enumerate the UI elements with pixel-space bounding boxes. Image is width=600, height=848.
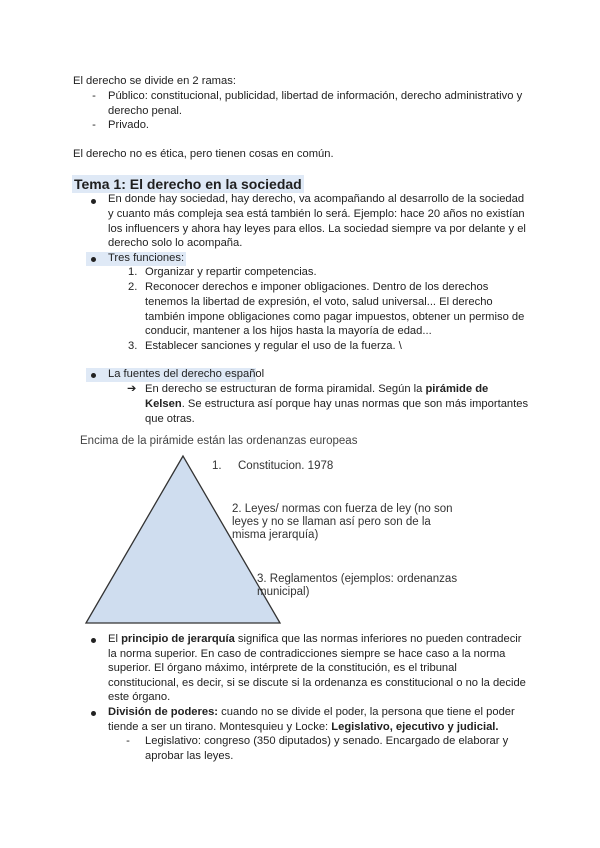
dash-marker: - xyxy=(92,119,96,131)
tema1-p1-line-3: los influencers y ahora hay leyes para ellos. La sociedad siempre va por delante y el xyxy=(108,223,526,235)
nivel-3-line-2: municipal) xyxy=(257,586,310,598)
nivel-3-line-1: 3. Reglamentos (ejemplos: ordenanzas xyxy=(257,573,458,585)
funcion-1-text: Organizar y repartir competencias. xyxy=(145,266,317,278)
fuentes-sub-line-1: En derecho se estructuran de forma piramidal. Según la pirámide de xyxy=(145,383,489,395)
funcion-2-number: 2. xyxy=(128,281,138,293)
division-line-2: tiende a ser un tirano. Montesquieu y Locke: Legislativo, ejecutivo y judicial. xyxy=(108,721,499,733)
tema1-p1-line-1: En donde hay sociedad, hay derecho, va acompañando al desarrollo de la sociedad xyxy=(108,193,525,205)
nivel-2-line-3: misma jerarquía) xyxy=(232,529,319,541)
funcion-2-line-1: Reconocer derechos e imponer obligaciones. Dentro de los derechos xyxy=(145,281,489,293)
rama-publico-line-1: Público: constitucional, publicidad, libertad de información, derecho administrativo y xyxy=(108,90,523,102)
nivel-1-number: 1. xyxy=(212,460,222,472)
dash-marker: - xyxy=(126,735,130,747)
bullet-dot xyxy=(91,638,96,643)
nivel-1-text: Constitucion. 1978 xyxy=(238,460,334,472)
funcion-3-number: 3. xyxy=(128,340,138,352)
funcion-2-line-3: también impone obligaciones como pagar impuestos, obtener un permiso de xyxy=(145,311,525,323)
tema1-p1-line-4: derecho solo lo acompaña. xyxy=(108,237,243,249)
jerarquia-line-5: este órgano. xyxy=(108,691,171,703)
funcion-3-text: Establecer sanciones y regular el uso de la fuerza. \ xyxy=(145,340,402,352)
legislativo-line-2: aprobar las leyes. xyxy=(145,750,234,762)
ramas-title: El derecho se divide en 2 ramas: xyxy=(73,75,236,87)
funcion-1-number: 1. xyxy=(128,266,138,278)
funcion-2-line-2: tenemos la libertad de expresión, el voto, salud universal... El derecho xyxy=(145,296,493,308)
rama-publico-line-2: derecho penal. xyxy=(108,105,183,117)
funcion-2-line-4: conducir, mantener a los hijos hasta la mayoría de edad... xyxy=(145,325,432,337)
jerarquia-line-3: superior. El órgano máximo, intérprete de la constitución, es el tribunal xyxy=(108,662,457,674)
fuentes-label: La fuentes del derecho español xyxy=(108,368,265,380)
division-line-1: División de poderes: cuando no se divide el poder, la persona que tiene el poder xyxy=(108,706,515,718)
jerarquia-line-4: constitucional, es decir, si se discute si la ordenanza es constitucional o no la decide xyxy=(108,677,526,689)
fuentes-sub-line-2: Kelsen. Se estructura así porque hay unas normas que son más importantes xyxy=(145,398,529,410)
dash-marker: - xyxy=(92,90,96,102)
bullet-dot xyxy=(91,711,96,716)
arrow-icon: ➔ xyxy=(127,383,137,395)
fuentes-sub-line-3: que otras. xyxy=(145,413,195,425)
nivel-2-line-2: leyes y no se llaman así pero son de la xyxy=(232,516,431,528)
nivel-2-line-1: 2. Leyes/ normas con fuerza de ley (no son xyxy=(232,503,453,515)
rama-privado: Privado. xyxy=(108,119,150,131)
jerarquia-line-2: la norma superior. En caso de contradicciones siempre se hace caso a la norma xyxy=(108,648,506,660)
tema1-heading: Tema 1: El derecho en la sociedad xyxy=(74,176,302,192)
etica-paragraph: El derecho no es ética, pero tienen cosas en común. xyxy=(73,148,334,160)
jerarquia-line-1: El principio de jerarquía significa que las normas inferiores no pueden contradecir xyxy=(108,633,522,645)
tema1-p1-line-2: y cuanto más compleja sea está también lo será. Ejemplo: hace 20 años no existían xyxy=(108,208,525,220)
tres-funciones-label: Tres funciones: xyxy=(108,252,185,264)
legislativo-line-1: Legislativo: congreso (350 diputados) y senado. Encargado de elaborar y xyxy=(145,735,509,747)
piramide-caption: Encima de la pirámide están las ordenanzas europeas xyxy=(80,435,358,447)
